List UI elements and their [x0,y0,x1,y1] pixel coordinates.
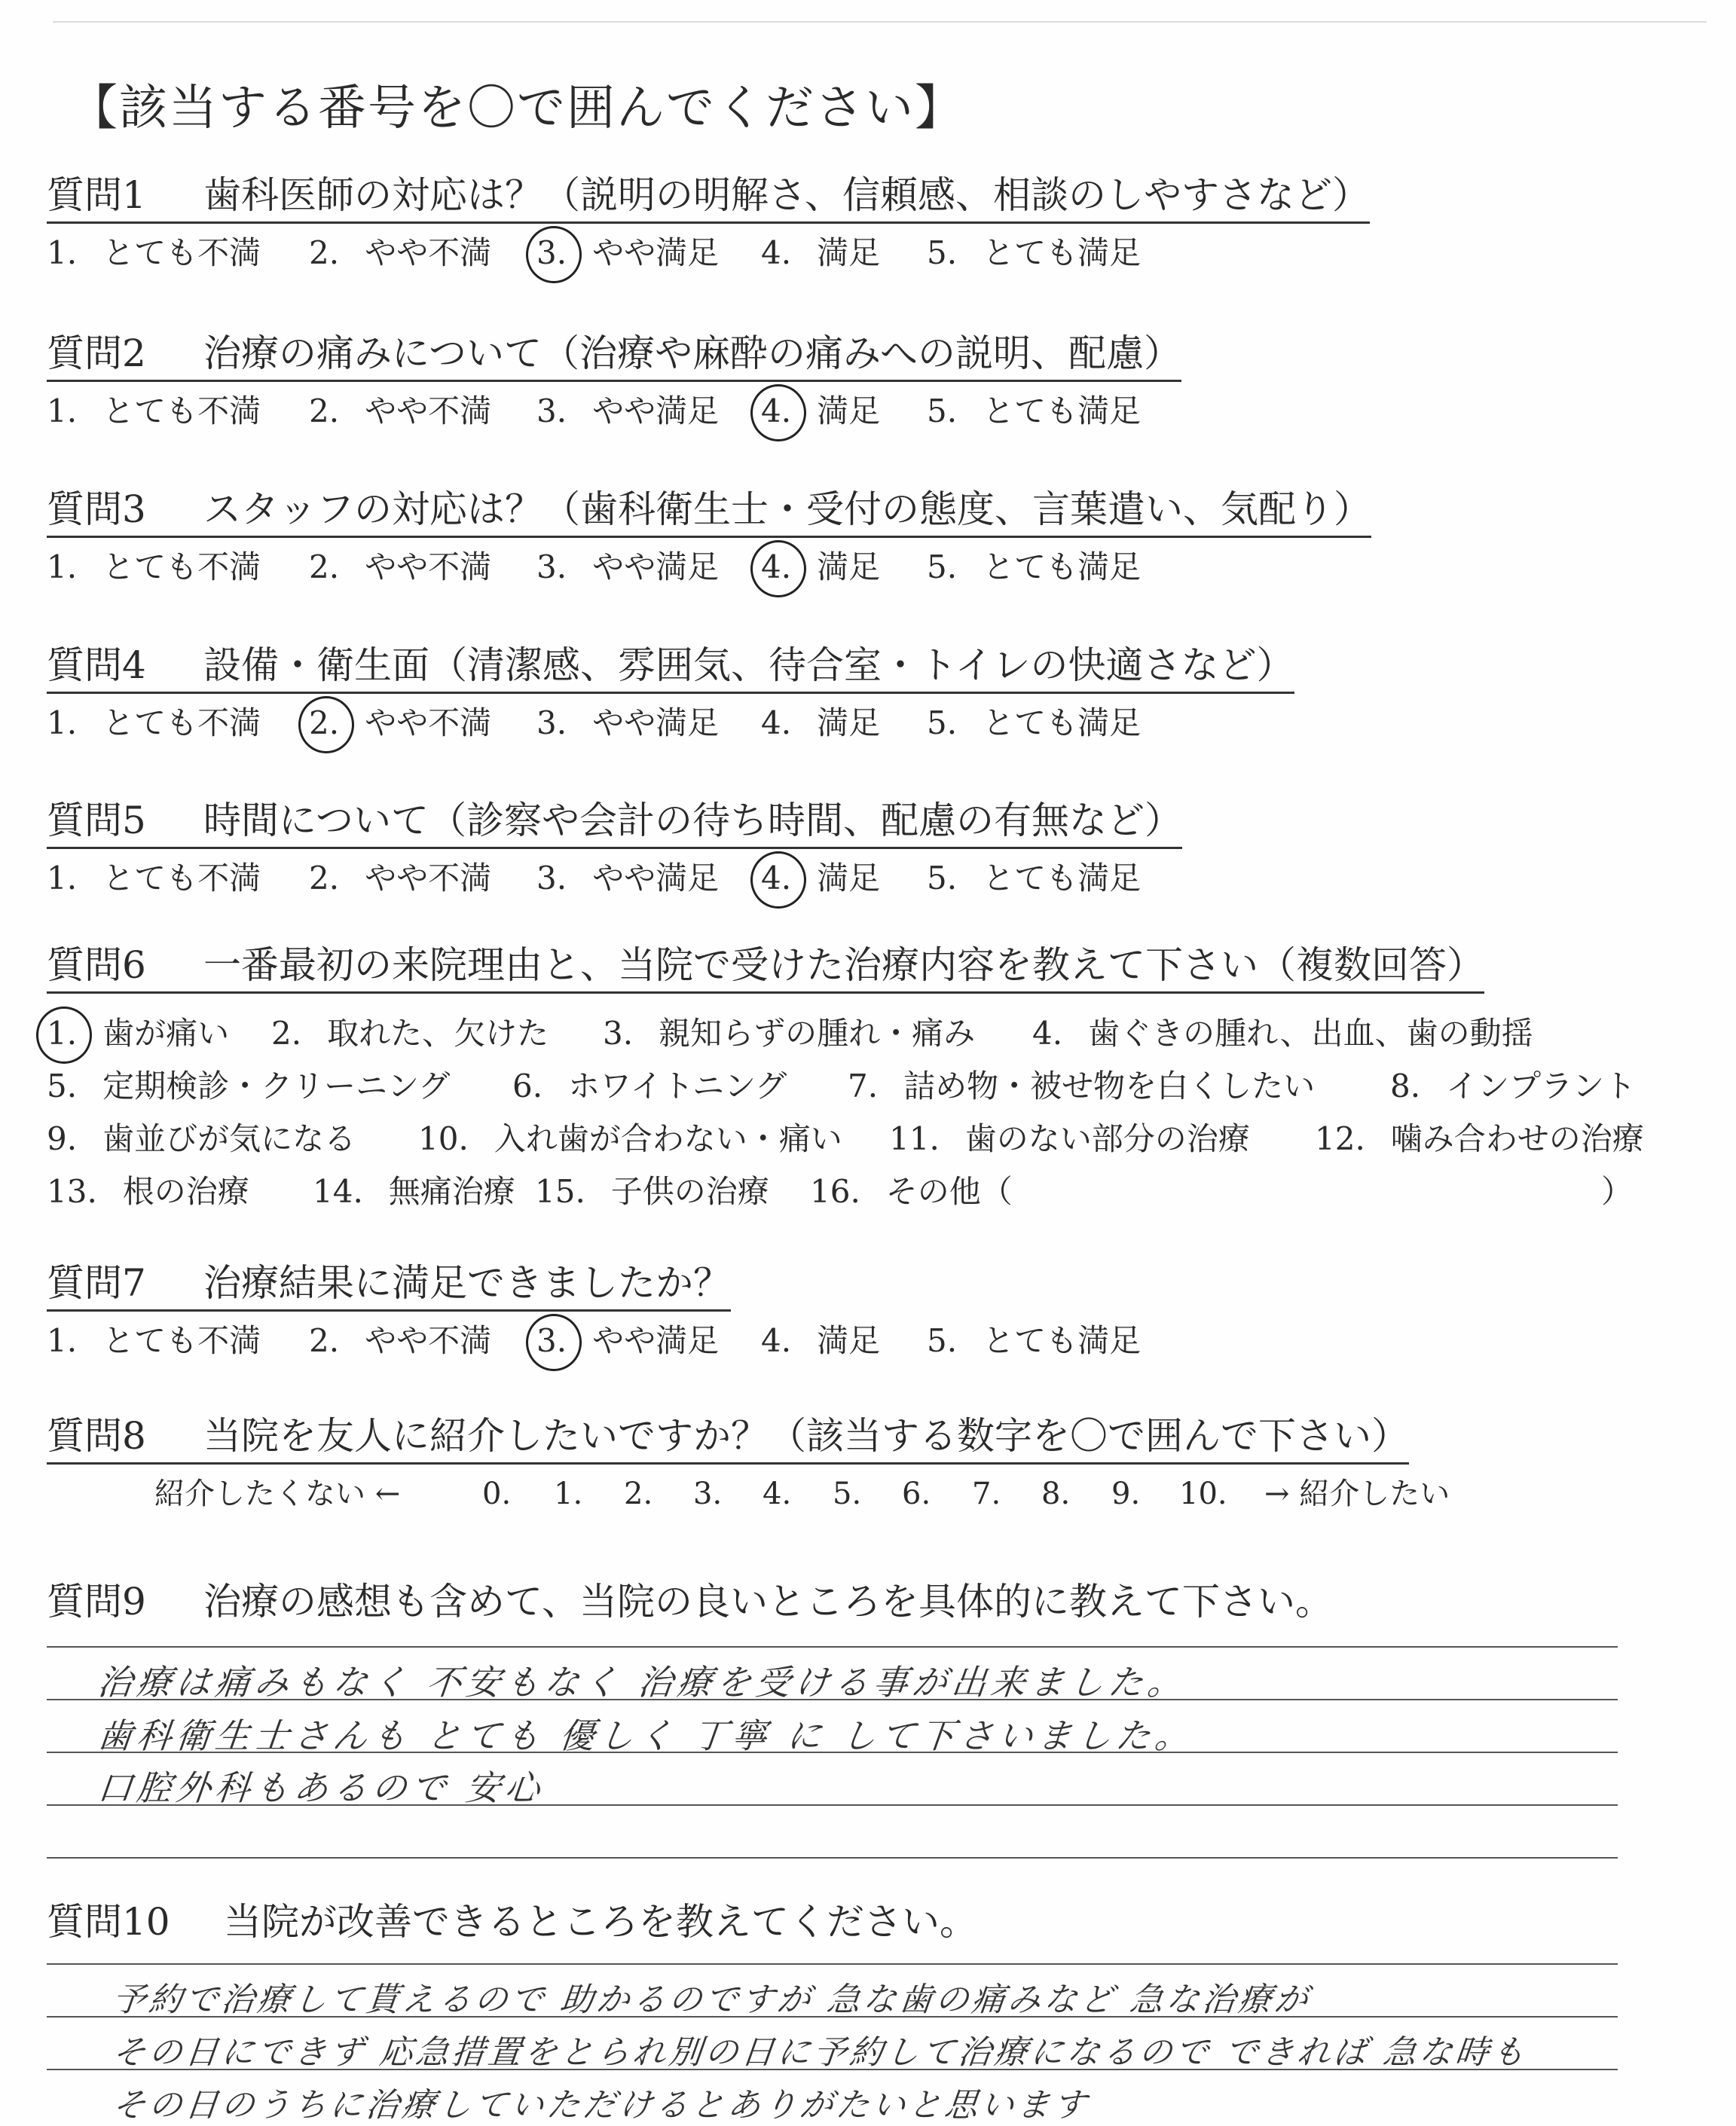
question-text: 当院が改善できるところを教えてください。 [224,1900,977,1944]
question-number: 質問2 [47,331,146,375]
option-number: 4. [761,1322,792,1359]
scale-number[interactable]: 7. [972,1477,1001,1511]
scale-number[interactable]: 3. [693,1477,723,1511]
answer-option[interactable] [761,231,880,276]
option-label: 歯が痛い [102,1015,230,1052]
scale-number[interactable]: 8. [1041,1477,1071,1511]
answer-option[interactable] [761,1318,880,1364]
option-label: やや満足 [592,860,720,897]
answer-option[interactable] [536,856,719,901]
option-row [0,1064,1736,1112]
question-number: 質問7 [47,1261,146,1305]
option-number: 2. [271,1015,302,1052]
answer-option[interactable] [927,389,1141,434]
option-label: 歯のない部分の治療 [964,1120,1250,1157]
reason-option[interactable] [47,1116,356,1162]
option-number: 3. [536,231,567,276]
answer-options [0,1318,1736,1371]
answer-option[interactable] [47,856,261,901]
answer-options [0,231,1736,283]
option-label: 噛み合わせの治療 [1390,1120,1644,1157]
question-number: 質問8 [47,1414,146,1458]
question-text: 治療の感想も含めて、当院の良いところを具体的に教えて下さい。 [203,1580,1333,1624]
question-title [47,642,1294,694]
option-number: 4. [761,704,792,741]
answer-option[interactable] [536,389,719,434]
option-label: 無痛治療 [388,1173,515,1210]
answer-options [0,545,1736,597]
question-title [47,486,1371,538]
option-number: 3. [536,860,567,897]
question-title [47,1260,731,1312]
question-text: スタッフの対応は？（歯科衛生士・受付の態度、言葉遣い、気配り） [203,487,1371,531]
option-label: とても満足 [983,1322,1142,1359]
answer-option[interactable] [309,231,491,276]
option-label: やや不満 [365,548,492,585]
handwritten-answer-line: 歯科衛生士さんも とても 優しく 丁寧 に して下さいました。 [95,1715,1197,1756]
option-number: 3. [536,548,567,585]
question-text: 当院を友人に紹介したいですか？（該当する数字を〇で囲んで下さい） [203,1414,1409,1458]
option-number: 1. [47,548,78,585]
question-number: 質問5 [47,799,146,842]
reason-option[interactable] [1390,1064,1636,1109]
option-label: ホワイトニング [568,1068,787,1104]
question-number: 質問1 [47,173,146,217]
option-label: その他（ [885,1173,1013,1210]
top-rule [53,21,1707,23]
scale-right-label: → 紹介したい [1264,1477,1450,1511]
answer-option[interactable] [309,389,491,434]
option-label: インプラント [1446,1068,1637,1104]
scale-number[interactable]: 1. [554,1477,583,1511]
answer-line [47,1963,1618,1965]
handwritten-answer-line: その日のうちに治療していただけるとありがたいと思います [110,2086,1092,2124]
question-text: 一番最初の来院理由と、当院で受けた治療内容を教えて下さい（複数回答） [203,943,1484,987]
answer-option[interactable] [47,231,261,276]
option-label: 満足 [817,704,881,741]
answer-option[interactable] [309,1318,491,1364]
option-label: とても満足 [983,548,1142,585]
option-label: とても不満 [102,1322,261,1359]
option-number: 1. [47,860,78,897]
option-label: とても不満 [102,860,261,897]
answer-option[interactable] [47,1318,261,1364]
option-number: 3. [536,1318,567,1364]
answer-option[interactable] [927,1318,1141,1364]
option-label: 入れ歯が合わない・痛い [494,1120,842,1157]
scale-number[interactable]: 2. [624,1477,653,1511]
option-number: 4. [761,856,791,901]
handwritten-answer-line: 治療は痛みもなく 不安もなく 治療を受ける事が出来ました。 [95,1662,1189,1703]
reason-option[interactable] [47,1011,229,1056]
option-label: 満足 [817,860,881,897]
option-label: 歯並びが気になる [102,1120,356,1157]
option-number: 5. [927,704,958,741]
answer-option[interactable] [536,545,719,590]
option-label: やや満足 [592,393,720,429]
option-number: 10. [418,1120,469,1157]
option-label: とても満足 [983,234,1142,271]
option-label: 子供の治療 [610,1173,769,1210]
option-label: とても不満 [102,704,261,741]
question-title [47,330,1181,382]
option-label: やや不満 [365,393,492,429]
option-label: 歯ぐきの腫れ、出血、歯の動揺 [1088,1015,1533,1052]
question-title [47,1898,977,1948]
question-title [47,172,1370,224]
option-number: 2. [309,701,339,746]
option-number: 1. [47,704,78,741]
option-number: 5. [927,234,958,271]
question-number: 質問4 [47,643,146,687]
option-number: 4. [761,389,791,434]
option-number: 13. [47,1173,97,1210]
other-close-paren: ） [1601,1173,1634,1210]
reason-option[interactable] [889,1116,1250,1162]
question-number: 質問3 [47,487,146,531]
option-label: やや満足 [592,548,720,585]
reason-option[interactable] [271,1011,549,1056]
answer-option[interactable] [761,701,880,746]
question-text: 時間について（診察や会計の待ち時間、配慮の有無など） [203,799,1182,842]
option-label: とても不満 [102,393,261,429]
answer-option[interactable] [536,1318,719,1364]
handwritten-answer-line: その日にできず 応急措置をとられ別の日に予約して治療になるので できれば 急な時も [110,2033,1530,2072]
option-number: 9. [47,1120,78,1157]
reason-option[interactable] [535,1169,769,1214]
option-number: 14. [313,1173,363,1210]
option-label: とても満足 [983,860,1142,897]
option-number: 2. [309,1322,340,1359]
scale-number[interactable]: 6. [902,1477,931,1511]
reason-option[interactable] [1315,1116,1644,1162]
option-label: とても満足 [983,704,1142,741]
answer-options [0,701,1736,753]
option-row [0,1116,1736,1165]
option-label: 取れた、欠けた [327,1015,549,1052]
option-number: 7. [848,1068,879,1104]
option-number: 3. [603,1015,634,1052]
option-number: 4. [761,234,792,271]
option-number: 4. [761,545,791,590]
reason-option[interactable] [47,1169,249,1214]
scale-number[interactable]: 10. [1179,1477,1227,1511]
question-title [47,942,1484,994]
option-number: 15. [535,1173,585,1210]
reason-option[interactable] [810,1169,1013,1214]
reason-option[interactable] [418,1116,842,1162]
scale-number[interactable]: 4. [763,1477,792,1511]
question-text: 設備・衛生面（清潔感、雰囲気、待合室・トイレの快適さなど） [203,643,1294,687]
reason-option[interactable] [47,1064,450,1109]
answer-line [47,1646,1618,1648]
answer-option[interactable] [309,701,491,746]
reason-option[interactable] [512,1064,787,1109]
question-text: 治療結果に満足できましたか？ [203,1261,731,1305]
option-label: とても不満 [102,548,261,585]
option-number: 6. [512,1068,543,1104]
option-label: 満足 [817,234,881,271]
option-number: 1. [47,393,78,429]
question-title [47,1413,1409,1465]
option-label: 親知らずの腫れ・痛み [659,1015,976,1052]
handwritten-answer-line: 予約で治療して貰えるので 助かるのですが 急な歯の痛みなど 急な治療が [110,1981,1313,2019]
option-number: 1. [47,1011,77,1056]
question-text: 歯科医師の対応は？（説明の明解さ、信頼感、相談のしやすさなど） [203,173,1370,217]
option-label: 定期検診・クリーニング [102,1068,451,1104]
question-title [47,797,1182,849]
reason-option[interactable] [313,1169,515,1214]
scale-number[interactable]: 9. [1111,1477,1141,1511]
option-label: 満足 [817,548,881,585]
option-label: 満足 [817,1322,881,1359]
option-label: やや不満 [365,704,492,741]
answer-option[interactable] [309,856,491,901]
option-label: 詰め物・被せ物を白くしたい [903,1068,1316,1104]
option-number: 2. [309,393,340,429]
answer-option[interactable] [309,545,491,590]
answer-option[interactable] [927,545,1141,590]
option-number: 5. [927,1322,958,1359]
option-label: やや不満 [365,1322,492,1359]
answer-line [47,1857,1618,1859]
option-number: 16. [810,1173,860,1210]
option-number: 8. [1390,1068,1421,1104]
option-number: 3. [536,393,567,429]
option-number: 5. [927,860,958,897]
answer-option[interactable] [761,545,880,590]
option-label: やや満足 [592,1322,720,1359]
option-number: 11. [889,1120,940,1157]
scale-number[interactable]: 5. [833,1477,862,1511]
option-number: 3. [536,704,567,741]
option-number: 5. [47,1068,78,1104]
answer-option[interactable] [536,231,719,276]
question-title [47,1578,1333,1628]
option-row [0,1011,1736,1059]
question-number: 質問6 [47,943,146,987]
question-text: 治療の痛みについて（治療や麻酔の痛みへの説明、配慮） [203,331,1181,375]
option-row [0,1169,1736,1217]
option-number: 1. [47,1322,78,1359]
page-heading: 【該当する番号を〇で囲んでください】 [69,81,964,136]
answer-option[interactable] [927,701,1141,746]
answer-options [0,856,1736,909]
answer-option[interactable] [47,389,261,434]
option-label: やや満足 [592,704,720,741]
option-number: 5. [927,393,958,429]
option-number: 12. [1315,1120,1365,1157]
answer-option[interactable] [761,856,880,901]
option-label: 根の治療 [122,1173,249,1210]
option-label: やや満足 [592,234,720,271]
option-number: 2. [309,548,340,585]
answer-option[interactable] [536,701,719,746]
option-number: 4. [1032,1015,1063,1052]
option-label: やや不満 [365,234,492,271]
option-label: とても不満 [102,234,261,271]
reason-option[interactable] [1032,1011,1533,1056]
reason-option[interactable] [603,1011,975,1056]
answer-options [0,389,1736,441]
option-label: とても満足 [983,393,1142,429]
question-number: 質問10 [47,1900,170,1944]
answer-option[interactable] [927,231,1141,276]
option-label: 満足 [817,393,881,429]
question-number: 質問9 [47,1580,146,1624]
option-number: 1. [47,234,78,271]
answer-option[interactable] [47,545,261,590]
option-number: 2. [309,860,340,897]
answer-option[interactable] [47,701,261,746]
handwritten-answer-line: 口腔外科もあるので 安心 [95,1767,547,1808]
answer-option[interactable] [761,389,880,434]
answer-option[interactable] [927,856,1141,901]
option-number: 2. [309,234,340,271]
option-number: 5. [927,548,958,585]
scale-left-label: 紹介したくない ← [154,1477,401,1511]
reason-option[interactable] [848,1064,1315,1109]
option-label: やや不満 [365,860,492,897]
scale-number[interactable]: 0. [482,1477,512,1511]
